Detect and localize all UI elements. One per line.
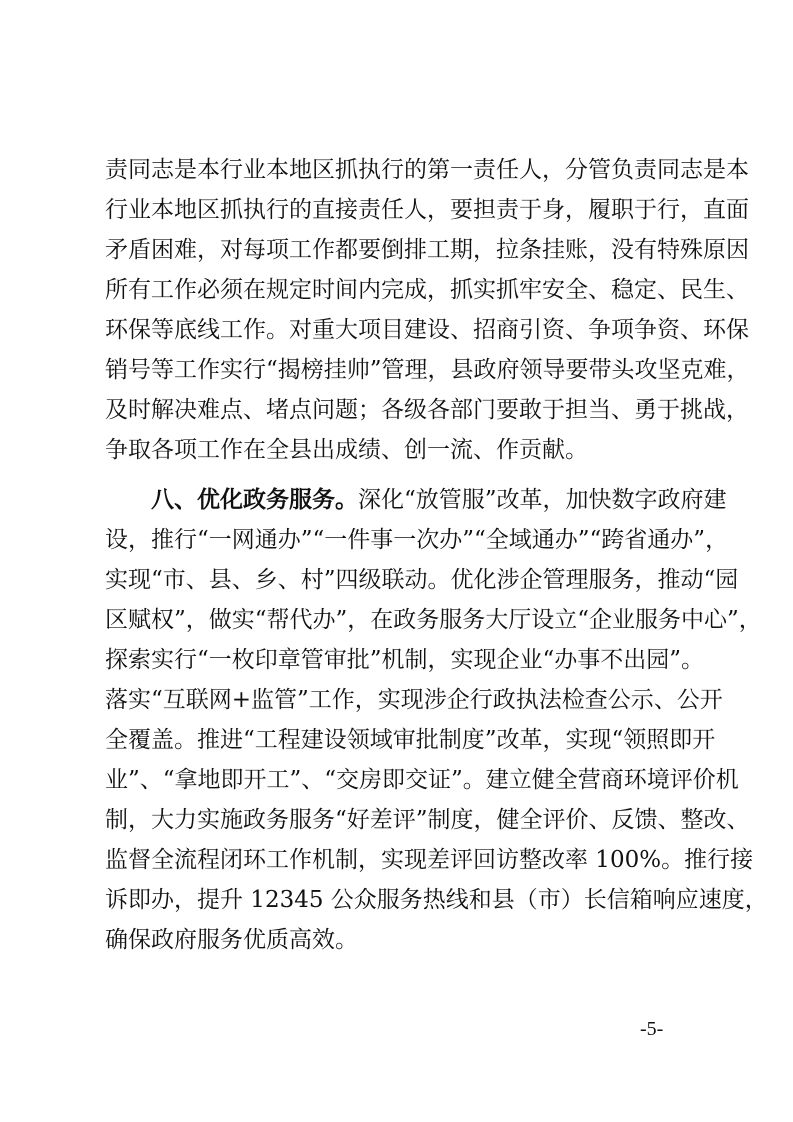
text-line: 监督全流程闭环工作机制，实现差评回访整改率 100%。推行接 [105, 847, 754, 873]
text-line: 实现“市、县、乡、村”四级联动。优化涉企管理服务，推动“园 [105, 567, 739, 593]
text-segment: 深化“放管服”改革，加快数字政府建 [358, 487, 727, 513]
text-line: 区赋权”，做实“帮代办”，在政务服务大厅设立“企业服务中心”， [105, 607, 762, 633]
text-line: 矛盾困难，对每项工作都要倒排工期，拉条挂账，没有特殊原因 [105, 237, 749, 263]
text-line: 诉即办，提升 12345 公众服务热线和县（市）长信箱响应速度， [105, 887, 768, 913]
text-line: 行业本地区抓执行的直接责任人，要担责于身，履职于行，直面 [105, 197, 749, 223]
text-line: 全覆盖。推进“工程建设领域审批制度”改革，实现“领照即开 [105, 727, 716, 753]
text-line: 所有工作必须在规定时间内完成，抓实抓牢安全、稳定、民生、 [105, 277, 749, 303]
text-line: 落实“互联网+监管”工作，实现涉企行政执法检查公示、公开 [105, 687, 723, 713]
text-line: 设，推行“一网通办”“一件事一次办”“全域通办”“跨省通办”， [105, 527, 729, 553]
text-line: 环保等底线工作。对重大项目建设、招商引资、争项争资、环保 [105, 317, 749, 343]
page-number: -5- [640, 1018, 664, 1040]
text-line: 争取各项工作在全县出成绩、创一流、作贡献。 [105, 437, 588, 463]
text-line: 及时解决难点、堵点问题；各级各部门要敢于担当、勇于挑战， [105, 397, 749, 423]
text-line: 确保政府服务优质高效。 [105, 927, 358, 953]
section-first-line [105, 480, 727, 520]
text-line: 业”、“拿地即开工”、“交房即交证”。建立健全营商环境评价机 [105, 767, 739, 793]
text-line: 责同志是本行业本地区抓执行的第一责任人，分管负责同志是本 [105, 157, 749, 183]
text-line: 探索实行“一枚印章管审批”机制，实现企业“办事不出园”。 [105, 647, 705, 673]
text-line: 销号等工作实行“揭榜挂帅”管理，县政府领导要带头攻坚克难， [105, 357, 750, 383]
body-text [105, 150, 768, 960]
section-heading: 八、优化政务服务。 [151, 486, 358, 513]
text-line: 制，大力实施政务服务“好差评”制度，健全评价、反馈、整改、 [105, 807, 750, 833]
